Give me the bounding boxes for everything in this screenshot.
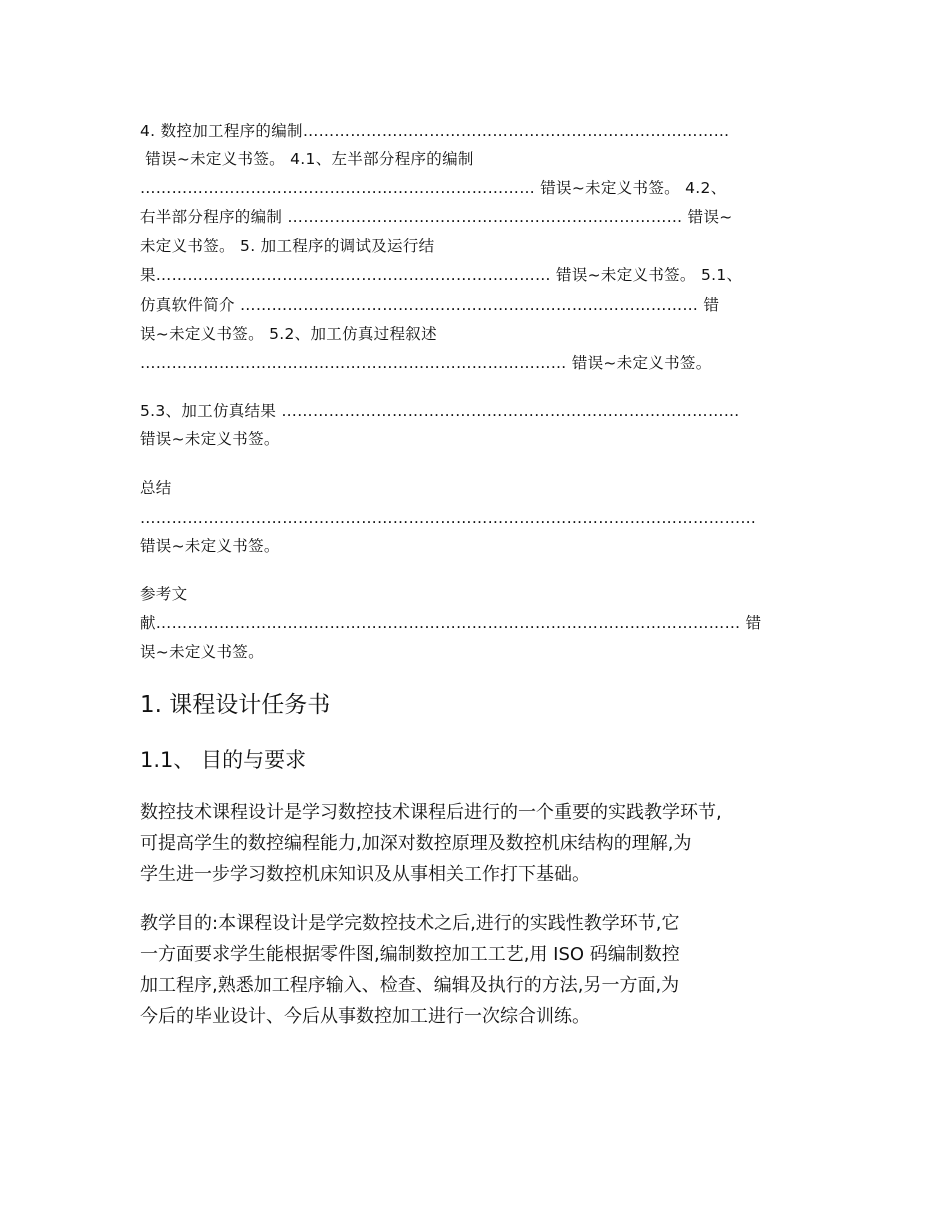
toc-line: 右半部分程序的编制 ………………………………………………………………… 错误~ — [140, 208, 733, 226]
toc-line: 误~未定义书签。 5.2、加工仿真过程叙述 — [140, 325, 437, 343]
paragraph-line: 数控技术课程设计是学习数控技术课程后进行的一个重要的实践教学环节, — [140, 802, 722, 823]
toc-line: 总结 — [140, 479, 172, 497]
toc-line: 错误~未定义书签。 — [140, 537, 280, 555]
toc-line: 参考文 — [140, 585, 188, 603]
toc-line: ……………………………………………………………………………………………………… — [140, 509, 757, 527]
paragraph-line: 一方面要求学生能根据零件图,编制数控加工工艺,用 ISO 码编制数控 — [140, 944, 680, 965]
toc-line: ………………………………………………………………… 错误~未定义书签。 4.2、 — [140, 179, 727, 197]
heading-1: 1. 课程设计任务书 — [140, 692, 331, 718]
paragraph-line: 可提高学生的数控编程能力,加深对数控原理及数控机床结构的理解,为 — [140, 833, 692, 854]
paragraph-line: 加工程序,熟悉加工程序输入、检查、编辑及执行的方法,另一方面,为 — [140, 975, 680, 996]
toc-line: 果………………………………………………………………… 错误~未定义书签。 5.1、 — [140, 266, 743, 284]
toc-line: ……………………………………………………………………… 错误~未定义书签。 — [140, 354, 712, 372]
heading-2: 1.1、 目的与要求 — [140, 748, 307, 772]
paragraph-line: 教学目的:本课程设计是学完数控技术之后,进行的实践性教学环节,它 — [140, 913, 680, 934]
toc-line: 错误~未定义书签。 4.1、左半部分程序的编制 — [140, 150, 474, 168]
toc-line: 未定义书签。 5. 加工程序的调试及运行结 — [140, 237, 435, 255]
toc-line: 5.3、加工仿真结果 …………………………………………………………………………… — [140, 402, 740, 420]
toc-line: 错误~未定义书签。 — [140, 430, 280, 448]
paragraph-line: 今后的毕业设计、今后从事数控加工进行一次综合训练。 — [140, 1006, 590, 1027]
toc-line: 献………………………………………………………………………………………………… 错 — [140, 614, 762, 632]
paragraph-line: 学生进一步学习数控机床知识及从事相关工作打下基础。 — [140, 864, 590, 885]
toc-line: 4. 数控加工程序的编制……………………………………………………………………… — [140, 122, 730, 140]
toc-line: 误~未定义书签。 — [140, 643, 264, 661]
toc-line: 仿真软件简介 …………………………………………………………………………… 错 — [140, 296, 720, 314]
